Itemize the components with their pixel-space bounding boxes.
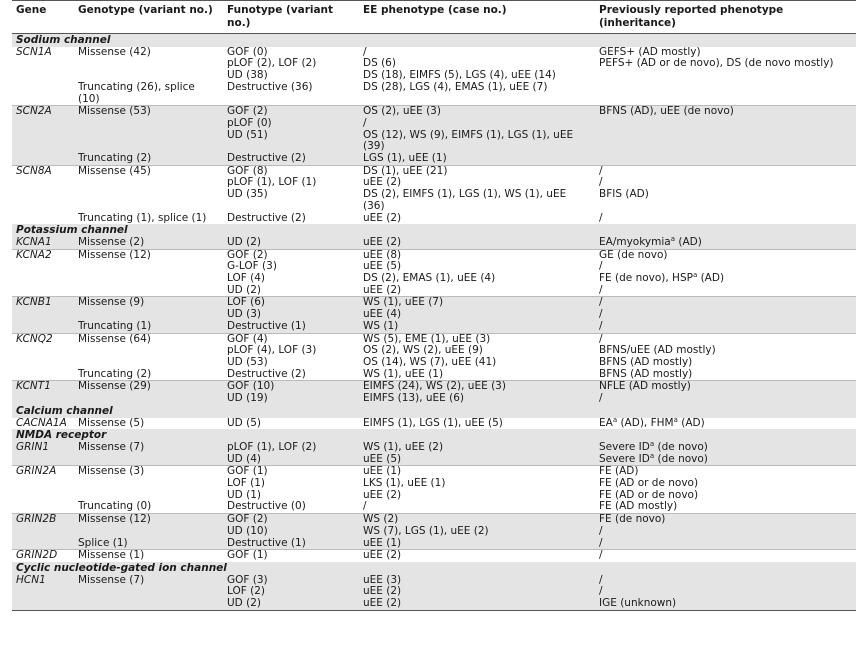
cell-ee-phenotype: DS (2), EIMFS (1), LGS (1), WS (1), uEE (36)	[363, 189, 567, 212]
cell-ee-phenotype: WS (1)	[359, 321, 595, 333]
cell-gene: GRIN2A	[12, 466, 74, 478]
cell-gene	[12, 130, 74, 153]
table-row	[12, 213, 856, 225]
cell-previous-phenotype: EA/myokymia$^a$ (AD)	[595, 237, 856, 249]
table-row	[12, 381, 856, 393]
cell-gene	[12, 118, 74, 130]
cell-gene: HCN1	[12, 575, 74, 587]
cell-previous-phenotype: /	[595, 538, 856, 550]
cell-ee-phenotype: uEE (1)	[359, 466, 595, 478]
category-label: Cyclic nucleotide-gated ion channel	[12, 562, 856, 575]
table-row	[12, 357, 856, 369]
cell-previous-phenotype	[595, 118, 856, 130]
cell-gene	[12, 321, 74, 333]
cell-genotype	[74, 454, 223, 466]
cell-previous-phenotype: NFLE (AD mostly)	[595, 381, 856, 393]
cell-funotype: GOF (0)	[227, 46, 268, 58]
cell-previous-phenotype: /	[595, 550, 856, 562]
cell-ee-phenotype: WS (2)	[359, 514, 595, 526]
cell-ee-phenotype: WS (5), EME (1), uEE (3)	[359, 333, 595, 345]
cell-gene	[12, 153, 74, 165]
cell-previous-phenotype: BFNS (AD mostly)	[599, 356, 693, 368]
table-row	[12, 118, 856, 130]
footnote-marker: a	[649, 453, 655, 460]
table-row	[12, 82, 856, 106]
cell-ee-phenotype: uEE (2)	[363, 177, 402, 189]
cell-funotype: GOF (2)	[223, 249, 359, 261]
cell-funotype: LOF (6)	[223, 297, 359, 309]
cell-ee-phenotype: OS (14), WS (7), uEE (41)	[363, 356, 497, 368]
category-label: Potassium channel	[12, 224, 856, 237]
cell-previous-phenotype: /	[595, 393, 856, 405]
table-row	[12, 466, 856, 478]
cell-gene: CACNA1A	[16, 417, 67, 429]
cell-funotype: GOF (2)	[223, 106, 359, 118]
cell-previous-phenotype: BFIS (AD)	[599, 189, 649, 201]
cell-previous-phenotype: /	[599, 212, 603, 224]
cell-genotype: Missense (53)	[74, 106, 223, 118]
table-row	[12, 501, 856, 513]
table-row	[12, 418, 856, 430]
table-row	[12, 249, 856, 261]
cell-genotype: Truncating (1), splice (1)	[78, 212, 207, 224]
cell-ee-phenotype: uEE (5)	[359, 454, 595, 466]
cell-ee-phenotype: uEE (2)	[359, 598, 595, 610]
cell-funotype: UD (10)	[223, 526, 359, 538]
cell-genotype	[74, 526, 223, 538]
cell-ee-phenotype: WS (1), uEE (1)	[363, 368, 444, 380]
cell-genotype	[74, 478, 223, 490]
cell-gene	[12, 261, 74, 273]
cell-previous-phenotype: FE (AD mostly)	[599, 501, 678, 513]
cell-ee-phenotype: EIMFS (1), LGS (1), uEE (5)	[363, 417, 503, 429]
cell-genotype	[74, 130, 223, 153]
table-row	[12, 273, 856, 285]
cell-funotype: UD (3)	[223, 309, 359, 321]
cell-genotype: Truncating (2)	[74, 153, 223, 165]
cell-previous-phenotype: PEFS+ (AD or de novo), DS (de novo mostly)	[599, 58, 834, 70]
cell-funotype: UD (51)	[223, 130, 359, 153]
footnote-marker: a	[612, 417, 618, 424]
table-row	[12, 58, 856, 70]
cell-genotype: Missense (2)	[74, 237, 223, 249]
cell-ee-phenotype: uEE (1)	[359, 538, 595, 550]
cell-genotype: Truncating (1)	[74, 321, 223, 333]
cell-genotype	[74, 285, 223, 297]
cell-ee-phenotype: EIMFS (13), uEE (6)	[359, 393, 595, 405]
table-row	[12, 598, 856, 610]
cell-gene: SCN2A	[12, 106, 74, 118]
table-row	[12, 153, 856, 165]
table-row	[12, 309, 856, 321]
header-ee-phenotype: EE phenotype (case no.)	[363, 4, 507, 16]
cell-ee-phenotype: OS (2), uEE (3)	[359, 106, 595, 118]
cell-ee-phenotype: OS (12), WS (9), EIMFS (1), LGS (1), uEE (39)	[359, 130, 595, 153]
cell-gene: KCNT1	[12, 381, 74, 393]
cell-gene: KCNA1	[12, 237, 74, 249]
category-label: Calcium channel	[12, 405, 856, 418]
cell-previous-phenotype	[595, 82, 856, 106]
footnote-marker: a	[673, 417, 678, 424]
cell-funotype: Destructive (1)	[223, 321, 359, 333]
cell-genotype	[74, 189, 223, 212]
cell-gene	[12, 70, 74, 82]
cell-ee-phenotype: WS (7), LGS (1), uEE (2)	[359, 526, 595, 538]
cell-gene	[12, 538, 74, 550]
table-row	[12, 345, 856, 357]
cell-ee-phenotype: WS (1), uEE (7)	[359, 297, 595, 309]
cell-previous-phenotype	[595, 70, 856, 82]
cell-funotype: UD (2)	[223, 598, 359, 610]
cell-previous-phenotype: FE (AD or de novo)	[599, 478, 699, 490]
table-row	[12, 369, 856, 381]
cell-ee-phenotype: /	[359, 118, 595, 130]
cell-ee-phenotype: uEE (8)	[359, 249, 595, 261]
cell-gene: KCNA2	[12, 249, 74, 261]
table-row	[12, 454, 856, 466]
cell-genotype	[74, 261, 223, 273]
cell-previous-phenotype: /	[595, 333, 856, 345]
cell-funotype: Destructive (2)	[223, 153, 359, 165]
cell-genotype: Missense (1)	[74, 550, 223, 562]
cell-previous-phenotype: IGE (unknown)	[595, 598, 856, 610]
cell-ee-phenotype: DS (6)	[363, 58, 396, 70]
category-row	[12, 405, 856, 418]
cell-genotype: Missense (29)	[74, 381, 223, 393]
table-row	[12, 237, 856, 249]
table-row	[12, 165, 856, 177]
cell-previous-phenotype: /	[599, 261, 603, 273]
cell-genotype: Truncating (2)	[78, 368, 152, 380]
cell-previous-phenotype: GE (de novo)	[595, 249, 856, 261]
table-row	[12, 586, 856, 598]
cell-previous-phenotype: /	[595, 586, 856, 598]
cell-genotype	[74, 309, 223, 321]
cell-previous-phenotype: BFNS (AD mostly)	[599, 368, 693, 380]
cell-funotype: GOF (1)	[223, 466, 359, 478]
cell-gene: SCN1A	[16, 46, 52, 58]
cell-genotype	[74, 393, 223, 405]
cell-ee-phenotype: uEE (2)	[363, 489, 402, 501]
table-row	[12, 478, 856, 490]
cell-gene	[12, 273, 74, 285]
cell-ee-phenotype: DS (2), EMAS (1), uEE (4)	[363, 273, 496, 285]
cell-ee-phenotype: DS (18), EIMFS (5), LGS (4), uEE (14)	[363, 70, 556, 82]
cell-ee-phenotype: uEE (4)	[359, 309, 595, 321]
table-row	[12, 490, 856, 502]
cell-gene	[12, 501, 74, 513]
cell-gene	[12, 598, 74, 610]
cell-gene: KCNB1	[12, 297, 74, 309]
cell-gene	[12, 309, 74, 321]
cell-funotype: UD (1)	[227, 489, 261, 501]
cell-gene	[12, 177, 74, 189]
cell-ee-phenotype: OS (2), WS (2), uEE (9)	[363, 345, 483, 357]
cell-genotype: Missense (45)	[74, 165, 223, 177]
cell-gene	[12, 526, 74, 538]
cell-gene	[12, 369, 74, 381]
cell-ee-phenotype: uEE (2)	[359, 237, 595, 249]
cell-funotype: pLOF (1), LOF (2)	[223, 442, 359, 454]
cell-gene	[12, 285, 74, 297]
cell-gene	[12, 586, 74, 598]
table-row	[12, 70, 856, 82]
cell-ee-phenotype: WS (1), uEE (2)	[359, 442, 595, 454]
table-row	[12, 526, 856, 538]
table-row	[12, 538, 856, 550]
cell-ee-phenotype: LGS (1), uEE (1)	[359, 153, 595, 165]
cell-genotype: Missense (42)	[78, 46, 151, 58]
cell-funotype: UD (35)	[227, 189, 268, 201]
cell-genotype	[74, 58, 223, 70]
table-row	[12, 177, 856, 189]
cell-funotype: GOF (8)	[223, 165, 359, 177]
category-row	[12, 429, 856, 442]
cell-gene	[12, 393, 74, 405]
cell-funotype: UD (2)	[227, 284, 261, 296]
header-row	[12, 1, 856, 34]
cell-funotype: Destructive (2)	[227, 368, 306, 380]
cell-previous-phenotype: FE (AD)	[595, 466, 856, 478]
cell-gene	[12, 82, 74, 106]
cell-genotype: Missense (12)	[74, 249, 223, 261]
table-row	[12, 106, 856, 118]
cell-genotype	[74, 345, 223, 357]
cell-funotype: pLOF (0)	[223, 118, 359, 130]
cell-funotype: UD (5)	[227, 417, 261, 429]
cell-funotype: LOF (2)	[223, 586, 359, 598]
cell-funotype: Destructive (36)	[227, 81, 313, 93]
category-row	[12, 562, 856, 575]
cell-genotype: Missense (7)	[74, 575, 223, 587]
cell-funotype: Destructive (1)	[223, 538, 359, 550]
cell-gene	[12, 478, 74, 490]
table-row	[12, 130, 856, 153]
header-genotype: Genotype (variant no.)	[78, 4, 213, 16]
cell-gene	[12, 454, 74, 466]
cell-genotype	[74, 490, 223, 502]
cell-funotype: pLOF (4), LOF (3)	[227, 345, 317, 357]
cell-previous-phenotype: /	[595, 309, 856, 321]
table-row	[12, 321, 856, 333]
cell-funotype: GOF (2)	[223, 514, 359, 526]
cell-previous-phenotype: /	[599, 284, 603, 296]
category-row	[12, 224, 856, 237]
cell-funotype: UD (4)	[223, 454, 359, 466]
cell-funotype: G-LOF (3)	[227, 261, 277, 273]
cell-previous-phenotype	[595, 130, 856, 153]
cell-gene: GRIN2D	[12, 550, 74, 562]
cell-ee-phenotype: uEE (2)	[359, 586, 595, 598]
cell-funotype: UD (2)	[223, 237, 359, 249]
cell-previous-phenotype: /	[595, 165, 856, 177]
cell-previous-phenotype: FE (de novo), HSP$^a$ (AD)	[599, 273, 725, 285]
cell-genotype: Missense (5)	[78, 417, 145, 429]
table-row	[12, 442, 856, 454]
category-row	[12, 34, 856, 47]
header-gene: Gene	[16, 4, 47, 16]
cell-funotype: Destructive (2)	[227, 212, 306, 224]
table-body	[12, 34, 856, 611]
cell-gene: KCNQ2	[12, 333, 74, 345]
cell-funotype: pLOF (2), LOF (2)	[227, 58, 317, 70]
cell-previous-phenotype	[595, 153, 856, 165]
cell-ee-phenotype: /	[363, 46, 367, 58]
category-label: NMDA receptor	[12, 429, 856, 442]
cell-gene: GRIN2B	[12, 514, 74, 526]
table-row	[12, 514, 856, 526]
footnote-marker: a	[649, 441, 655, 448]
table-row	[12, 575, 856, 587]
cell-gene: GRIN1	[12, 442, 74, 454]
cell-previous-phenotype: BFNS (AD), uEE (de novo)	[595, 106, 856, 118]
cell-funotype: UD (53)	[227, 356, 268, 368]
cell-previous-phenotype: /	[599, 177, 603, 189]
cell-previous-phenotype: GEFS+ (AD mostly)	[599, 46, 701, 58]
header-previous-phenotype: Previously reported phenotype (inheritance)	[599, 4, 784, 29]
cell-genotype: Missense (9)	[74, 297, 223, 309]
table-row	[12, 47, 856, 59]
cell-previous-phenotype: FE (de novo)	[595, 514, 856, 526]
cell-genotype: Truncating (26), splice (10)	[78, 81, 195, 105]
cell-previous-phenotype: /	[595, 297, 856, 309]
cell-gene: SCN8A	[12, 165, 74, 177]
cell-ee-phenotype: EIMFS (24), WS (2), uEE (3)	[359, 381, 595, 393]
header-funotype: Funotype (variant no.)	[227, 4, 334, 29]
cell-funotype: GOF (3)	[223, 575, 359, 587]
table-header	[12, 1, 856, 34]
cell-previous-phenotype: Severe $ID^a$ (de novo)	[595, 454, 856, 466]
cell-genotype	[74, 118, 223, 130]
table-row	[12, 285, 856, 297]
cell-previous-phenotype: FE (AD or de novo)	[599, 489, 699, 501]
cell-previous-phenotype: /	[595, 526, 856, 538]
phenotype-table-container	[12, 0, 856, 611]
cell-genotype: Truncating (0)	[78, 501, 152, 513]
cell-gene	[12, 345, 74, 357]
cell-funotype: Destructive (0)	[227, 501, 306, 513]
cell-previous-phenotype: Severe $ID^a$ (de novo)	[595, 442, 856, 454]
cell-ee-phenotype: /	[363, 501, 367, 513]
cell-funotype: LOF (1)	[227, 478, 265, 490]
cell-ee-phenotype: DS (28), LGS (4), EMAS (1), uEE (7)	[363, 81, 548, 93]
cell-funotype: LOF (4)	[227, 273, 265, 285]
cell-gene	[12, 58, 74, 70]
cell-funotype: GOF (10)	[223, 381, 359, 393]
cell-ee-phenotype: uEE (2)	[363, 284, 402, 296]
cell-previous-phenotype: /	[595, 575, 856, 587]
table-row	[12, 297, 856, 309]
cell-genotype	[74, 598, 223, 610]
cell-previous-phenotype: /	[595, 321, 856, 333]
cell-previous-phenotype: $EA^a$ (AD), FHM$^a$ (AD)	[599, 417, 705, 429]
cell-genotype	[74, 586, 223, 598]
cell-gene	[12, 357, 74, 369]
cell-funotype: GOF (4)	[223, 333, 359, 345]
table-row	[12, 393, 856, 405]
category-label: Sodium channel	[12, 34, 856, 47]
cell-funotype: GOF (1)	[223, 550, 359, 562]
footnote-marker: a	[692, 273, 698, 280]
cell-genotype: Missense (12)	[74, 514, 223, 526]
cell-ee-phenotype: uEE (5)	[363, 261, 402, 273]
phenotype-table	[12, 0, 856, 611]
table-row	[12, 333, 856, 345]
cell-genotype	[74, 357, 223, 369]
cell-genotype	[74, 273, 223, 285]
cell-gene	[12, 189, 74, 212]
cell-ee-phenotype: uEE (2)	[363, 212, 402, 224]
cell-genotype: Missense (7)	[74, 442, 223, 454]
cell-funotype: UD (38)	[227, 70, 268, 82]
cell-previous-phenotype: BFNS/uEE (AD mostly)	[599, 345, 716, 357]
table-row	[12, 261, 856, 273]
cell-funotype: pLOF (1), LOF (1)	[227, 177, 317, 189]
table-row	[12, 550, 856, 562]
cell-ee-phenotype: uEE (3)	[359, 575, 595, 587]
cell-genotype	[74, 70, 223, 82]
cell-gene	[12, 213, 74, 225]
cell-funotype: UD (19)	[223, 393, 359, 405]
cell-ee-phenotype: DS (1), uEE (21)	[359, 165, 595, 177]
footnote-marker: a	[670, 236, 676, 243]
cell-genotype: Missense (3)	[74, 466, 223, 478]
cell-genotype: Missense (64)	[74, 333, 223, 345]
cell-gene	[12, 490, 74, 502]
cell-genotype	[74, 177, 223, 189]
cell-ee-phenotype: uEE (2)	[359, 550, 595, 562]
cell-genotype: Splice (1)	[74, 538, 223, 550]
table-row	[12, 189, 856, 212]
cell-ee-phenotype: LKS (1), uEE (1)	[363, 478, 446, 490]
